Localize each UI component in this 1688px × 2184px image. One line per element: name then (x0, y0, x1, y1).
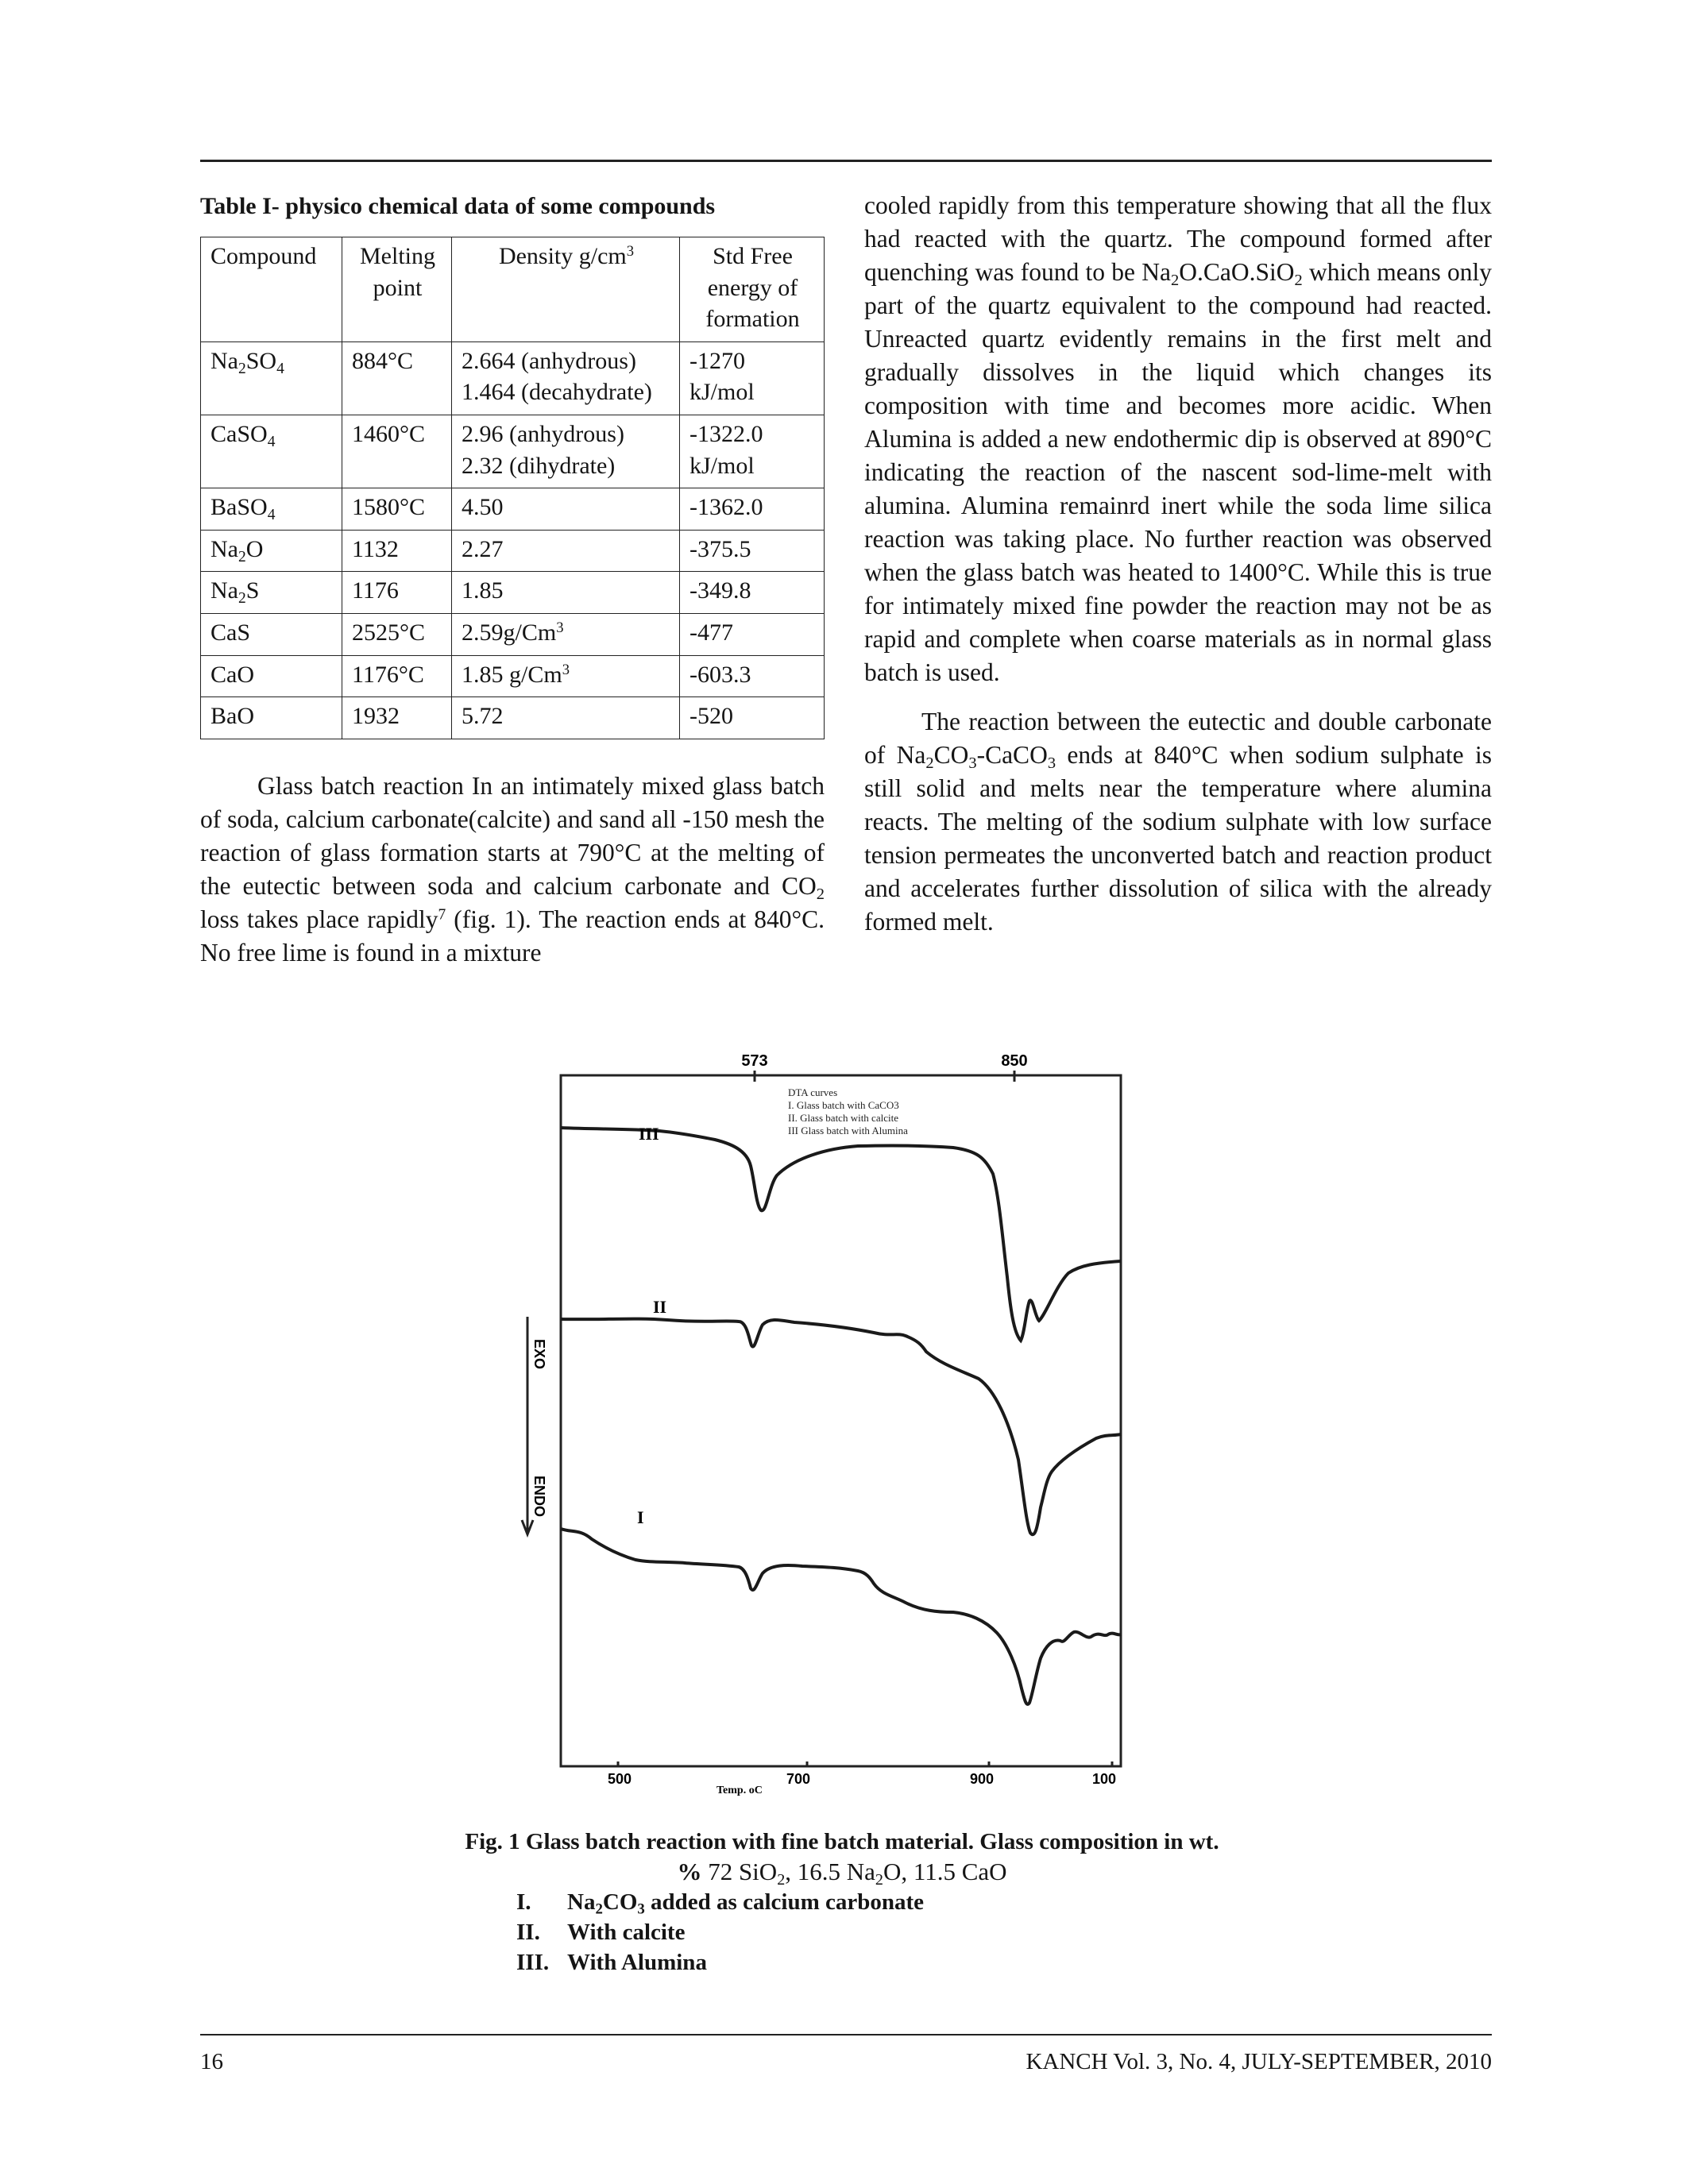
cell-melting-point: 884°C (342, 341, 452, 415)
cell-melting-point: 2525°C (342, 613, 452, 655)
top-label-573: 573 (741, 1052, 768, 1070)
journal-info: KANCH Vol. 3, No. 4, JULY-SEPTEMBER, 2010 (1026, 2049, 1492, 2074)
data-table (200, 237, 825, 739)
x-label-700: 700 (786, 1771, 811, 1787)
cell-melting-point: 1932 (342, 697, 452, 739)
cell-free-energy: -1270 kJ/mol (680, 341, 825, 415)
cell-density: 2.664 (anhydrous) 1.464 (decahydrate) (452, 341, 680, 415)
cell-density: 4.50 (452, 488, 680, 531)
curve-ii (561, 1319, 1121, 1535)
table-row (201, 697, 825, 739)
header-free-energy: Std Free energy of formation (680, 237, 825, 342)
cell-compound: $Na_2O$ (201, 530, 342, 572)
cell-compound: CaSO$_4$ (201, 415, 342, 488)
caption-line-1: Fig. 1 Glass batch reaction with fine batch material. Glass composition in wt. (465, 1829, 1219, 1854)
cell-density: 2.59g/Cm$^3$ (452, 613, 680, 655)
cell-density: 2.27 (452, 530, 680, 572)
cell-melting-point: 1460°C (342, 415, 452, 488)
header-density: Density $g/cm^3$ (452, 237, 680, 342)
plot-frame (561, 1075, 1121, 1766)
cell-density: 2.96 (anhydrous) 2.32 (dihydrate) (452, 415, 680, 488)
header-compound: Compound (201, 237, 342, 342)
cell-free-energy: -375.5 (680, 530, 825, 572)
top-label-850: 850 (1001, 1052, 1028, 1070)
cell-free-energy: -1362.0 (680, 488, 825, 531)
table-row (201, 613, 825, 655)
cell-compound: CaO (201, 655, 342, 697)
bottom-rule (200, 2034, 1492, 2035)
table-row (201, 655, 825, 697)
dta-plot (508, 1047, 1184, 1813)
curve-iii (561, 1128, 1121, 1341)
cell-compound: BaO (201, 697, 342, 739)
x-axis-title: Temp. oC (717, 1785, 763, 1796)
curve-i (561, 1529, 1121, 1704)
curve-label-ii: II (653, 1297, 667, 1317)
curve-label-iii: III (639, 1124, 659, 1144)
table-row (201, 572, 825, 614)
legend-item-2: II. Glass batch with calcite (788, 1112, 898, 1124)
table-body (201, 341, 825, 739)
cell-density: 5.72 (452, 697, 680, 739)
cell-free-energy: -477 (680, 613, 825, 655)
glass-batch-paragraph: Glass batch reaction In an intimately mixed glass batch of soda, calcium carbonate(calcite) and sand all -150 mesh the reaction of glass formation starts at 790°C at the melting of the eutectic between soda and calcium carbonate and $CO_2$ loss takes place rapidly$^7$ (fig. 1). The reaction ends at 840°C. No free lime is found in a mixture (200, 771, 825, 967)
table-title: Table I- physico chemical data of some compounds (200, 193, 716, 219)
top-rule (200, 160, 1492, 162)
cell-compound: $Na_2SO_4$ (201, 341, 342, 415)
cell-density: 1.85 g/Cm$^3$ (452, 655, 680, 697)
table-row (201, 415, 825, 488)
legend (788, 1086, 908, 1136)
cell-compound: $Na_2S$ (201, 572, 342, 614)
cell-melting-point: 1132 (342, 530, 452, 572)
quartz-reaction-paragraph: cooled rapidly from this temperature showing that all the flux had reacted with the quartz. The compound formed after quenching was found to be $Na_2O.CaO.SiO_2$ which means only part of the quartz equivalent to the compound had reacted. Unreacted quartz evidently remains in the first melt and gradually dissolves in the liquid which changes its composition with time and becomes more acidic. When Alumina is added a new endothermic dip is observed at 890°C indicating the reaction of the nascent sod-lime-melt with alumina. Alumina remainrd inert while the soda lime silica reaction was taking place. No further reaction was observed when the glass batch was heated to 1400°C. While this is true for intimately mixed fine powder the reaction may not be as rapid and complete when coarse materials as in normal glass batch is used. (864, 191, 1492, 686)
table-row (201, 530, 825, 572)
table-row (201, 341, 825, 415)
legend-item-3: III Glass batch with Alumina (788, 1125, 908, 1136)
caption-item-iii: III. With Alumina (516, 1950, 707, 1975)
cell-free-energy: -1322.0 kJ/mol (680, 415, 825, 488)
cell-free-energy: -520 (680, 697, 825, 739)
x-tick-labels (608, 1771, 1116, 1787)
eutectic-paragraph: The reaction between the eutectic and double carbonate of $Na_2CO_3-CaCO_3$ ends at 840°C when sodium sulphate is still solid and melts near the temperature where alumina reacts. The melting of the sodium sulphate with low surface tension permeates the unconverted batch and reaction product and accelerates further dissolution of silica with the already formed melt. (864, 708, 1492, 936)
cell-melting-point: 1176 (342, 572, 452, 614)
page-number: 16 (200, 2049, 223, 2074)
caption-item-i: I. $Na_2CO_3$ added as calcium carbonate (516, 1889, 925, 1918)
cell-melting-point: 1580°C (342, 488, 452, 531)
header-melting-point: Melting point (342, 237, 452, 342)
table-row (201, 488, 825, 531)
x-label-900: 900 (969, 1771, 995, 1787)
cell-compound: BaSO$_4$ (201, 488, 342, 531)
right-column (864, 189, 1492, 939)
x-label-500: 500 (607, 1771, 632, 1787)
cell-free-energy: -603.3 (680, 655, 825, 697)
table-header-row (201, 237, 825, 342)
exo-label: EXO (531, 1339, 547, 1370)
curve-label-i: I (637, 1507, 644, 1527)
endo-label: ENDO (531, 1476, 547, 1518)
caption-item-ii: II. With calcite (516, 1920, 686, 1945)
cell-melting-point: 1176°C (342, 655, 452, 697)
caption-list (516, 1887, 1255, 1978)
legend-item-1: I. Glass batch with CaCO3 (788, 1099, 899, 1111)
cell-free-energy: -349.8 (680, 572, 825, 614)
figure-caption (429, 1827, 1255, 1978)
x-label-100: 100 (1091, 1771, 1117, 1787)
caption-line-2: % 72 SiO$_2$, 16.5 $Na_2O$, 11.5 CaO (677, 1858, 1007, 1889)
legend-title: DTA curves (788, 1086, 838, 1098)
dta-figure (508, 1047, 1184, 1813)
left-column (200, 189, 825, 970)
cell-compound: CaS (201, 613, 342, 655)
cell-density: 1.85 (452, 572, 680, 614)
